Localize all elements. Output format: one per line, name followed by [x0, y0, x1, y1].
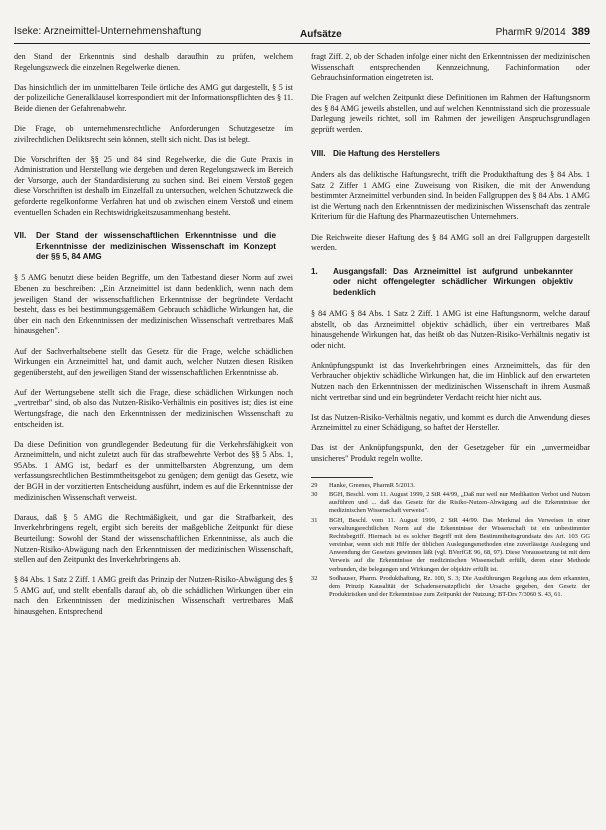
- journal-name: PharmR 9/2014: [495, 27, 566, 38]
- paragraph: Die Vorschriften der §§ 25 und 84 sind Regelwerke, die die Gute Praxis in Administration und Herstellung wie dergeben und deren Regelungszweck im Bereich der Vorsorge, auch der Standardisierung zu suchen sind. Bei einem Verstoß gegen diese Vorschriften ist deshalb im Einzelfall zu untersuchen, welchen Schutzzweck die geforderte regelkonforme Verfahren hat und ob zwischen einem Verstoß und einem eventuellen Schaden ein Rechtswidrigkeitszusammenhang besteht.: [14, 154, 293, 217]
- heading-number: VIII.: [311, 148, 326, 158]
- paragraph: den Stand der Erkenntnis sind deshalb daraufhin zu prüfen, welchem Regelungszweck die einzelnen Regelwerke dienen.: [14, 52, 293, 72]
- footnotes: [311, 482, 590, 600]
- section-heading-vii: [14, 231, 293, 262]
- footnote-text: Hanke, Greenes, PharmR 5/2013.: [329, 481, 415, 489]
- footnote: [311, 491, 590, 515]
- footnote-number: 29: [311, 481, 318, 489]
- footnote-number: 32: [311, 575, 318, 583]
- subsection-heading-1: [311, 267, 590, 298]
- paragraph: Die Reichweite dieser Haftung des § 84 AMG soll an drei Fallgruppen dargestellt werden.: [311, 232, 590, 253]
- heading-text: Der Stand der wissenschaftlichen Erkenntnisse und die Erkenntnisse der medizinischen Wissenschaft im Konzept der §§ 5, 84 AMG: [36, 231, 276, 262]
- paragraph: Das ist der Anknüpfungspunkt, den der Gesetzgeber für ein „unvermeidbar unsicheres" Produkt regeln wollte.: [311, 443, 590, 463]
- footnote-rule: [311, 477, 373, 478]
- heading-number: 1.: [311, 266, 318, 276]
- paragraph: Die Frage, ob unternehmensrechtliche Anforderungen Schutzgesetze im zivilrechtlichen Deliktsrecht sein können, stellt sich nicht. Das ist belegt.: [14, 123, 293, 144]
- footnote: [311, 482, 590, 490]
- paragraph: Daraus, daß § 5 AMG die Rechtmäßigkeit, und gar die Strafbarkeit, des Inverkehrbringens regelt, ergibt sich bereits der maßgebliche Zeitpunkt für diese Beurteilung: Sowohl der Stand der wissenschaftlichen Erkenntnisse, als auch die Nutzen-Risiko-Abwägung nach den Erkenntnissen der medizinischen Wissenschaft, stellen auf den Zeitpunkt des Inverkehrbringens ab.: [14, 512, 293, 565]
- footnote: [311, 575, 590, 599]
- footnote-number: 31: [311, 516, 318, 524]
- heading-text: Die Haftung des Herstellers: [333, 148, 440, 158]
- footnote-number: 30: [311, 491, 318, 499]
- heading-text: Ausgangsfall: Das Arzneimittel ist aufgrund unbekannter oder nicht offengelegter schädlicher Wirkungen objektiv bedenklich: [333, 266, 573, 297]
- paragraph: Das hinsichtlich der im unmittelbaren Teile örtliche des AMG gut dargestellt, § 5 ist der polizeiliche Generalklausel korrespondiert mit der Informationspflichten des § 11. Beide dienen der Gefahrenabwehr.: [14, 82, 293, 113]
- heading-number: VII.: [14, 231, 27, 241]
- paragraph: Anknüpfungspunkt ist das Inverkehrbringen eines Arzneimittels, das für den Verbraucher objektiv schädliche Wirkungen hat, die im Hinblick auf den erwarteten Nutzen nach den Erkenntnissen der medizinischen Wissenschaft in ihrem Ausmaß nicht vertretbar sind und ein begründeter Verdacht reicht hier nicht aus.: [311, 360, 590, 402]
- page-number: 389: [571, 26, 590, 38]
- paragraph: fragt Ziff. 2, ob der Schaden infolge einer nicht den Erkenntnissen der medizinischen Wissenschaft entsprechenden Kennzeichnung, Fachinformation oder Gebrauchsinformation eingetreten ist.: [311, 52, 590, 83]
- paragraph: Anders als das deliktische Haftungsrecht, trifft die Produkthaftung des § 84 Abs. 1 Satz 2 Ziffer 1 AMG eine Zuweisung von Risiken, die mit der Anwendung bestimmter Arzneimittel verbunden sind. In beiden Fallgruppen des § 84 Abs. 1 AMG ist die Wertung nach den Erkenntnissen der medizinischen Wissenschaft das zentrale Kriterium für die Haftung des Pharmazeutischen Unternehmers.: [311, 170, 590, 222]
- paragraph: Da diese Definition von grundlegender Bedeutung für die Verkehrsfähigkeit von Arzneimitteln, und nicht zuletzt auch für das strafbewehrte Verbot des §§ 5 Abs. 1, 95Abs. 1 AMG ist, bedarf es der unmittelbarsten Abgrenzung, um dem verfassungsrechtlichen Bestimmtheitsgebot zu genügen; dem genügt das Gesetz, wie der BGH in der vorzitierten Entscheidung ausführt, indem es auf die Erkenntnisse der medizinischen Wissenschaft verweist.: [14, 439, 293, 502]
- header-rule: [14, 43, 590, 44]
- footnote-text: Sodhauser, Pharm. Produkthaftung, Rz. 100, S. 3; Die Ausführungen Regelung aus dem erkannten, dem Prinzip Kausalität der Schadensersatzpflicht der Ursache gegeben, den Gesetz der Produktrisiken und der Erkenntnisse zum Zeitpunkt der Nutzung; BT-Drs 7/3060 S. 43, 61.: [329, 575, 590, 599]
- footnote: [311, 517, 590, 574]
- paragraph: § 5 AMG benutzt diese beiden Begriffe, um den Tatbestand dieser Norm auf zwei Ebenen zu beschreiben: „Ein Arzneimittel ist dann bedenklich, wenn nach dem jeweiligen Stand der wissenschaftlichen Erkenntnisse der begründete Verdacht besteht, dass es bei bestimmungsgemäßem Gebrauch schädliche Wirkungen hat, die über ein nach den Erkenntnissen der medizinischen Wissenschaft vertretbares Maß hinausgehen".: [14, 273, 293, 336]
- journal-issue: [496, 26, 590, 38]
- footnote-text: BGH, Beschl. vom 11. August 1999, 2 StR 44/99, „Daß nur weil nur Medikation Verbot und Nutzen ausführen und ... daß das Gesetz für die Risiko-Nutzen-Abwägung auf die Erkenntnisse der medizinischen Wissenschaft verweist".: [329, 491, 590, 515]
- left-column: [14, 52, 293, 627]
- section-label: Aufsätze: [300, 29, 342, 40]
- paragraph: Auf der Sachverhaltsebene stellt das Gesetz für die Frage, welche schädlichen Wirkungen ein Arzneimittel hat, und damit auch, welcher Nutzen diesen Risiken gegenübersteht, auf den jeweiligen Stand der wissenschaftlichen Erkenntnisse ab.: [14, 346, 293, 377]
- paragraph: Ist das Nutzen-Risiko-Verhältnis negativ, und kommt es durch die Anwendung dieses Arzneimittel zu einer Schädigung, so haftet der Hersteller.: [311, 412, 590, 433]
- section-heading-viii: [311, 149, 590, 159]
- right-column: [311, 52, 590, 601]
- paragraph: § 84 AMG § 84 Abs. 1 Satz 2 Ziff. 1 AMG ist eine Haftungsnorm, welche darauf abstellt, ob das Arzneimittel objektiv schädlich, über ein vertretbares Maß hinausgehende Wirkungen hat, das heißt ob das Nutzen-Risiko-Verhältnis negativ ist oder nicht.: [311, 308, 590, 350]
- paragraph: Die Fragen auf welchen Zeitpunkt diese Definitionen im Rahmen der Haftungsnorm des § 84 AMG jeweils abstellen, und auf welchen Kenntnisstand sich die prozessuale Darlegung jeweils richtet, soll im Rahmen der jeweiligen Anspruchsgrundlagen geprüft werden.: [311, 93, 590, 135]
- footnote-text: BGH, Beschl. vom 11. August 1999, 2 StR 44/99. Das Merkmal des Verweises in einer verwaltungsrechtlichen Norm auf die Erkenntnisse der Wissenschaft ist ein unbestimmter Rechtsbegriff. Hiernach ist es solcher Begriff mit dem Bestimmtheitsgrundsatz des Art. 103 GG vereinbar, wenn sich mit Hilfe der üblichen Auslegungsmethoden eine zuverlässige Auslegung und Anwendung der Gesetzes gewinnen läßt (vgl. BVerfGE 96, 68, 97). Diese Voraussetzung ist mit dem Verweis auf die Erkenntnisse der medizinischen Wissenschaft erfüllt, deren einer Methode verbunden, die belegungen und Wirkungen der objektiv erfüllt ist.: [329, 516, 590, 573]
- running-title: Iseke: Arzneimittel-Unternehmenshaftung: [14, 26, 202, 37]
- paragraph: Auf der Wertungsebene stellt sich die Frage, diese schädlichen Wirkungen noch „vertretbar" sind, ob also das Nutzen-Risiko-Verhältnis ein positives ist; dies ist eine Wertungsfrage, die nach den Erkenntnissen der medizinischen Wissenschaft zu entscheiden ist.: [14, 387, 293, 429]
- paragraph: § 84 Abs. 1 Satz 2 Ziff. 1 AMG greift das Prinzip der Nutzen-Risiko-Abwägung des § 5 AMG auf, und stellt ebenfalls darauf ab, ob die schädlichen Wirkungen über ein nach den Erkenntnissen der medizinischen Wissenschaft vertretbares Maß hinausgehen. Entsprechend: [14, 575, 293, 616]
